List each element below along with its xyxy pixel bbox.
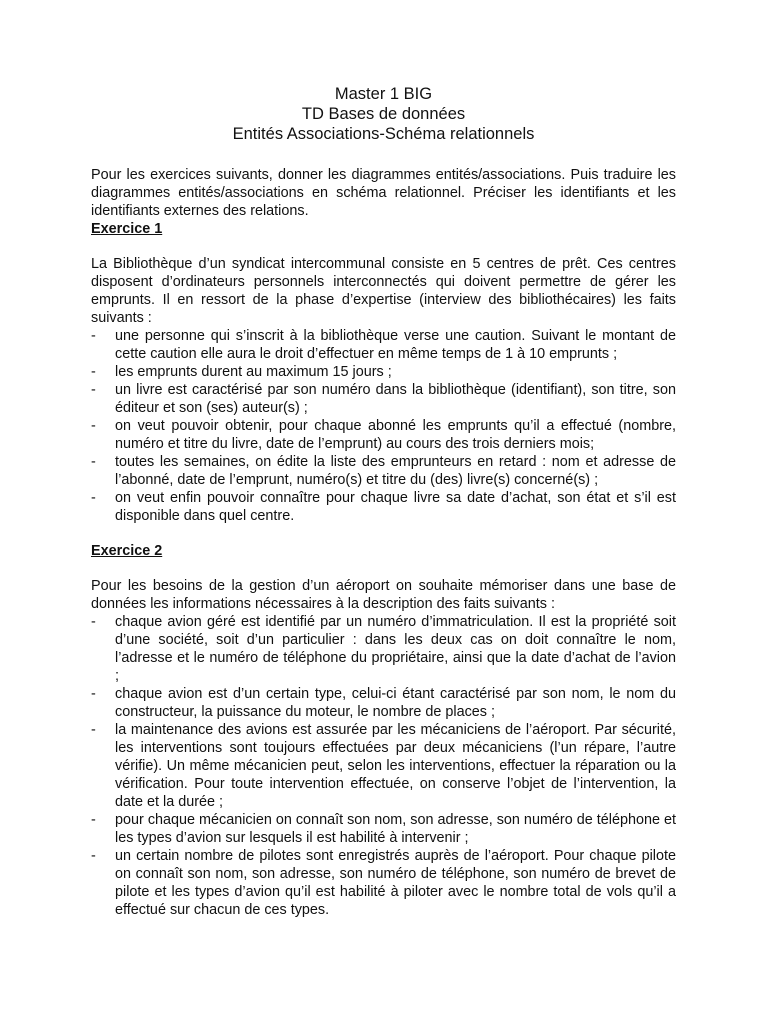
bullet-dash: - [91,614,96,630]
bullet-dash: - [91,812,96,828]
bullet-dash: - [91,848,96,864]
exercise2-list [91,613,676,919]
list-item: - un livre est caractérisé par son numéro dans la bibliothèque (identifiant), son titre, son éditeur et son (ses) auteur(s) ; [91,382,676,416]
bullet-dash: - [91,686,96,702]
exercise1-list [91,327,676,525]
list-item: - on veut pouvoir obtenir, pour chaque abonné les emprunts qu’il a effectué (nombre, numéro et titre du livre, date de l’emprunt) au cours des trois derniers mois; [91,418,676,452]
list-item: - les emprunts durent au maximum 15 jours ; [91,364,392,380]
list-item: - on veut enfin pouvoir connaître pour chaque livre sa date d’achat, son état et s’il est disponible dans quel centre. [91,490,676,524]
bullet-dash: - [91,722,96,738]
list-item: - toutes les semaines, on édite la liste des emprunteurs en retard : nom et adresse de l’abonné, date de l’emprunt, numéro(s) et titre du (des) livre(s) concerné(s) ; [91,454,676,488]
intro-paragraph: Pour les exercices suivants, donner les diagrammes entités/associations. Puis traduire les diagrammes entités/associations en schéma relationnel. Préciser les identifiants et les identifiants externes des relations. [91,167,676,219]
exercise1-heading: Exercice 1 [91,221,163,237]
exercise1-section [91,255,676,525]
list-item: - chaque avion est d’un certain type, celui-ci étant caractérisé par son nom, le nom du constructeur, la puissance du moteur, le nombre de places ; [91,686,676,720]
exercise1-text: La Bibliothèque d’un syndicat intercommunal consiste en 5 centres de prêt. Ces centres disposent d’ordinateurs personnels interconnectés qui doivent permettre de gérer les emprunts. Il en ressort de la phase d’expertise (interview des bibliothécaires) les faits suivants : [91,256,676,326]
exercise2-text: Pour les besoins de la gestion d’un aéroport on souhaite mémoriser dans une base de données les informations nécessaires à la description des faits suivants : [91,578,676,612]
title-block [91,84,676,144]
document-content [91,84,676,919]
bullet-dash: - [91,364,96,380]
bullet-dash: - [91,382,96,398]
bullet-dash: - [91,454,96,470]
subject-title: TD Bases de données [301,105,466,123]
list-item: - une personne qui s’inscrit à la bibliothèque verse une caution. Suivant le montant de cette caution elle aura le droit d’effectuer en même temps de 1 à 10 emprunts ; [91,328,676,362]
list-item: - pour chaque mécanicien on connaît son nom, son adresse, son numéro de téléphone et les types d’avion sur lesquels il est habilité à intervenir ; [91,812,676,846]
bullet-dash: - [91,328,96,344]
bullet-dash: - [91,418,96,434]
list-item: - la maintenance des avions est assurée par les mécaniciens de l’aéroport. Par sécurité, les interventions sont toujours effectuées par deux mécaniciens (l’un répare, l’autre vérifie). Un même mécanicien peut, selon les interventions, effectuer la réparation ou la vérification. Pour toute intervention effectuée, on conserve l’objet de l’intervention, la date et la durée ; [91,722,676,810]
course-title: Master 1 BIG [334,85,433,103]
topic-title: Entités Associations-Schéma relationnels [232,125,535,143]
exercise2-section [91,577,676,919]
list-item: - chaque avion géré est identifié par un numéro d’immatriculation. Il est la propriété soit d’une société, soit d’un particulier : dans les deux cas on doit connaître le nom, l’adresse et le numéro de téléphone du propriétaire, ainsi que la date d’achat de l’avion ; [91,614,676,684]
bullet-dash: - [91,490,96,506]
exercise2-heading: Exercice 2 [91,543,163,559]
list-item: - un certain nombre de pilotes sont enregistrés auprès de l’aéroport. Pour chaque pilote on connaît son nom, son adresse, son numéro de téléphone, son numéro de brevet de pilote et les types d’avion qu’il est habilité à piloter avec le nombre total de vols qu’il a effectué sur chacun de ces types. [91,848,676,918]
